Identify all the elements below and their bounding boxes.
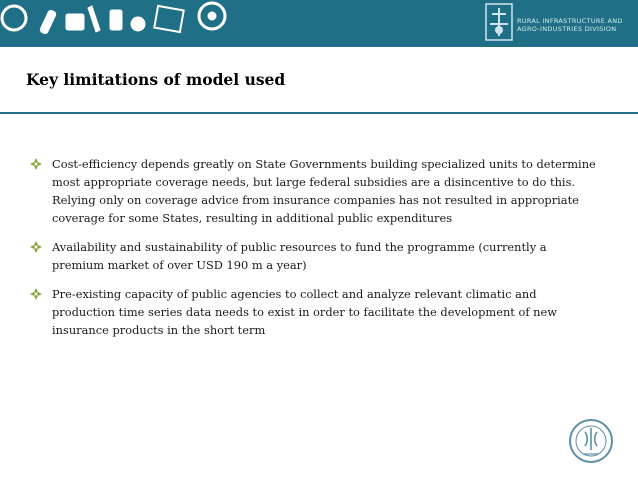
ags-logo-icon [484, 2, 514, 42]
division-line-1: RURAL INFRASTRUCTURE AND [517, 17, 623, 25]
division-name [517, 17, 637, 33]
bullet-item [30, 155, 602, 227]
slide-title: Key limitations of model used [26, 70, 286, 89]
division-line-2: AGRO-INDUSTRIES DIVISION [517, 25, 617, 33]
header-banner [0, 0, 638, 47]
bullet-item [30, 285, 602, 339]
agro-icons-strip [0, 0, 240, 47]
bullet-item [30, 238, 602, 274]
diamond-bullet-icon [30, 241, 42, 253]
fao-logo-icon [568, 418, 614, 464]
bullet-list [30, 155, 602, 350]
bullet-text: Cost-efficiency depends greatly on State Governments building specialized units to determine most appropriate coverage needs, but large federal subsidies are a disincentive to do this. Relying only on coverage advice from insurance companies has not resulted in appropriate coverage for some States, resulting in additional public expenditures [52, 157, 596, 225]
bullet-text: Pre-existing capacity of public agencies to collect and analyze relevant climatic and production time series data needs to exist in order to facilitate the development of new insurance products in the short term [52, 287, 558, 337]
bullet-text: Availability and sustainability of public resources to fund the programme (currently a premium market of over USD 190 m a year) [52, 240, 547, 272]
diamond-bullet-icon [30, 158, 42, 170]
diamond-bullet-icon [30, 288, 42, 300]
title-divider [0, 112, 638, 114]
